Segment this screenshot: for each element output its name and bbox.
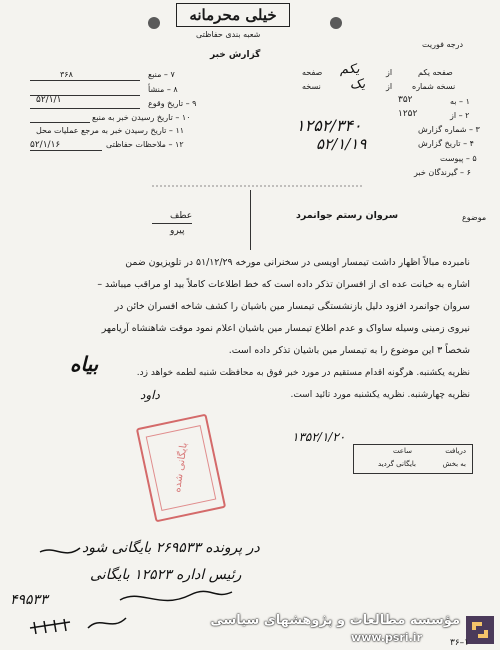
bottom-handwritten-line-1: در پرونده ۲۶۹۵۳۳ بایگانی شود	[82, 540, 260, 556]
punch-hole-left	[148, 17, 160, 29]
right-field-label-4: ۳ – شماره گزارش	[418, 125, 480, 134]
right-field-value-0: یکم	[340, 62, 360, 77]
watermark-org: مؤسسه مطالعات و پژوهشهای سیاسی	[210, 613, 460, 628]
receipt-label-1: دریافت	[445, 447, 466, 455]
body-line-0: نامبرده مبالاً اظهار داشت تیمسار اویسی در سخنرانی مورخه ۵۱/۱۲/۲۹ در تلویزیون ضمن	[125, 257, 470, 268]
classification-box	[176, 3, 290, 27]
body-line-5: نظریه یکشنبه. هرگونه اقدام مستقیم در مورد خبر فوق به محافظت شنبه لطمه خواهد زد.	[136, 368, 470, 378]
divider-vertical	[250, 190, 251, 250]
receipt-label-2: ساعت	[392, 447, 412, 455]
stamp-text: بایگانی شده	[171, 441, 190, 494]
right-field-label-3: ۲ – از	[450, 111, 470, 120]
right-field-value-3: ۱۲۵۲	[398, 109, 418, 119]
body-line-4: شخصاً ۳ این موضوع را به تیمسار مین باشیان تذکر داده است.	[228, 345, 470, 356]
page-number: ۳۶–۱	[450, 638, 470, 648]
right-field-value-4: ۱۲۵۲/۳۴۰	[296, 116, 362, 135]
sign-handwritten-note: داود	[140, 388, 160, 402]
section-subtitle: شعبه بندی حفاظتی	[196, 30, 261, 39]
right-field-mid-1: از	[386, 82, 393, 91]
left-field-label-0: ۷ – منبع	[148, 70, 175, 79]
date-handwritten-note: ۱۳۵۲/۱/۲۰	[292, 430, 346, 444]
left-field-label-5: ۱۲ – ملاحظات حفاظتی	[106, 140, 184, 149]
field-line	[30, 80, 140, 81]
archive-stamp	[136, 414, 226, 523]
field-line	[30, 122, 90, 123]
left-handwritten-number: ۴۹۵۳۳	[10, 592, 48, 608]
attn-line-1: پیرو	[170, 226, 185, 236]
right-field-mid-0: از	[386, 68, 393, 77]
right-field-label-6: ۵ – پیوست	[440, 154, 477, 163]
priority-label: درجه فوریت	[422, 40, 464, 49]
left-field-label-1: ۸ – منشأ	[148, 85, 178, 94]
right-field-label-1: نسخه شماره	[412, 82, 456, 91]
attn-divider	[152, 223, 192, 224]
body-line-6: نظریه چهارشنبه. نظریه یکشنبه مورد تائید است.	[290, 390, 470, 400]
right-field-value-1: یک	[350, 77, 366, 92]
left-field-label-2: ۹ – تاریخ وقوع	[148, 99, 197, 108]
watermark-url: www.psri.ir	[351, 631, 422, 644]
body-line-3: نیروی زمینی وسیله ساواک و عدم اطلاع تیمسار مین باشیان اعلام نمود موقت شاهنشاه آریامهر	[101, 323, 470, 334]
receipt-label-3: به بخش	[442, 460, 466, 468]
left-field-value-0: ۳۶۸	[60, 70, 73, 79]
subject-label: موضوع	[462, 213, 487, 222]
bottom-handwritten-line-2: رئیس اداره ۱۲۵۲۳ بایگانی	[90, 567, 242, 583]
field-line	[30, 108, 140, 109]
punch-hole-right	[330, 17, 342, 29]
field-line	[30, 150, 102, 151]
right-field-label-7: ۶ – گیرندگان خبر	[414, 168, 471, 177]
report-title: گزارش خبر	[210, 50, 261, 60]
receipt-label-4: بایگانی گردید	[378, 460, 416, 468]
right-field-label-0: صفحه یکم	[418, 68, 453, 77]
right-field-value-2: ۳۵۲	[398, 95, 413, 105]
document-page: خیلی محرمانه شعبه بندی حفاظتی گزارش خبر درجه فوریت ۳۶۸ ۷ – منبع ۸ – منشأ ۵۲/۱/۱ ۹ – تاریخ وقوع ۱۰ – تاریخ رسیدن خبر به منبع ۱۱ – تاریخ رسیدن خبر به مرجع عملیات محل ۵۲/۱/۱۶ ۱۲ – ملاحظات حفاظتی صفحه یکم از یکم صفحه نسخه شماره از یک نسخه ۱ – به ۳۵۲ ۲ – از ۱۲۵۲ ۳ – شماره گزارش ۱۲۵۲/۳۴۰ ۴ – تاریخ گزارش ۵۲/۱/۱۹ ۵ – پیوست ۶ – گیرندگان خبر موضوع سروان رستم جوانمرد عطف پیرو نامبرده مبالاً اظهار داشت تیمسار اویسی در سخنرانی مورخه ۵۱/۱۲/۲۹ در تلویزیون ضمن اشاره به خیانت عده ای از افسران تذکر داده است که خط اطلاعات کاملاً بید او مراقب میباشد – سروان جوانمرد افزود دلیل بازنشستگی تیمسار مین باشیان را کشف شاخه افسران خائن در نیروی زمینی وسیله ساواک و عدم اطلاع تیمسار مین باشیان اعلام نمود موقت شاهنشاه آریامهر شخصاً ۳ این موضوع را به تیمسار مین باشیان تذکر داده است. نظریه یکشنبه. هرگونه اقدام مستقیم در مورد خبر فوق به محافظت شنبه لطمه خواهد زد. نظریه چهارشنبه. نظریه یکشنبه مورد تائید است. بیاه داود ۱۳۵۲/۱/۲۰ دریافت ساعت به بخش بایگانی گردید بایگانی شده در پرونده ۲۶۹۵۳۳ بایگانی شود رئیس اداره ۱۲۵۲۳ بایگانی ۴۹۵۳۳ مؤسسه مطالعات و پژوهشهای سیاسی www.psri.ir ۳۶–۱	[0, 0, 500, 650]
body-line-2: سروان جوانمرد افزود دلیل بازنشستگی تیمسار مین باشیان را کشف شاخه افسران خائن در	[114, 301, 470, 312]
left-field-label-4: ۱۱ – تاریخ رسیدن خبر به مرجع عملیات محل	[36, 126, 185, 135]
institute-logo-icon	[466, 616, 494, 644]
subject-value: سروان رستم جوانمرد	[296, 210, 399, 221]
receipt-stamp	[353, 444, 473, 474]
left-field-label-3: ۱۰ – تاریخ رسیدن خبر به منبع	[92, 113, 191, 122]
right-field-label-5: ۴ – تاریخ گزارش	[418, 139, 474, 148]
margin-handwritten-note: بیاه	[70, 352, 99, 376]
classification-text: خیلی محرمانه	[189, 6, 277, 24]
left-field-value-5: ۵۲/۱/۱۶	[30, 140, 61, 150]
left-field-value-2: ۵۲/۱/۱	[36, 95, 62, 105]
attn-line-0: عطف	[170, 211, 193, 221]
right-field-value-5: ۵۲/۱/۱۹	[316, 135, 367, 153]
right-field-label-2: ۱ – به	[450, 97, 470, 106]
body-line-1: اشاره به خیانت عده ای از افسران تذکر داده است که خط اطلاعات کاملاً بید او مراقب میباشد –	[97, 279, 470, 290]
